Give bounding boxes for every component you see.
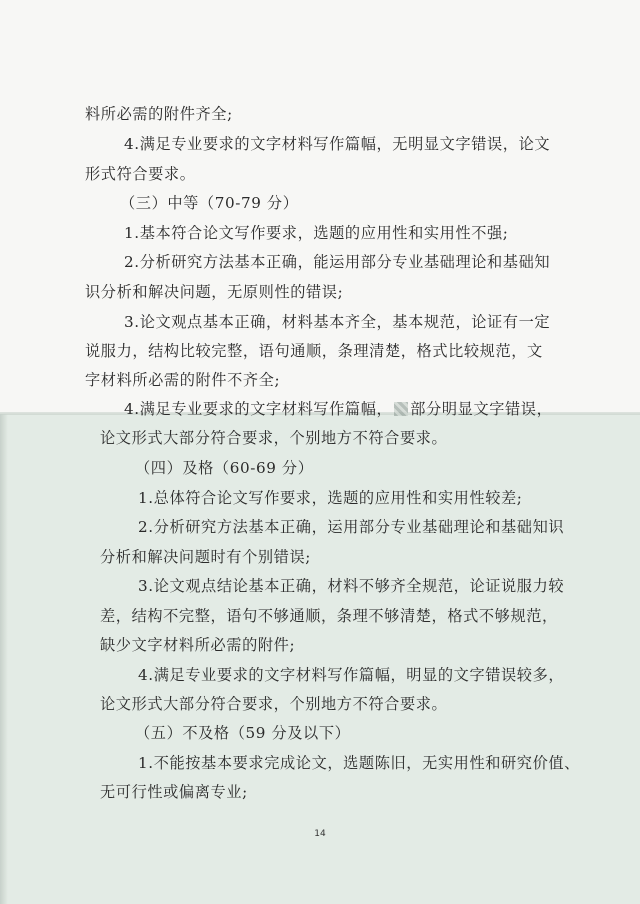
smudge-mark (394, 402, 408, 416)
text-line-part: 4.满足专业要求的文字材料写作篇幅， (124, 400, 393, 418)
text-line: 论文形式大部分符合要求，个别地方不符合要求。 (100, 695, 448, 713)
scan-edge-shadow (0, 414, 8, 904)
section-heading: （四）及格（60-69 分） (135, 459, 314, 477)
text-line: 2.分析研究方法基本正确，能运用部分专业基础理论和基础知 (124, 253, 551, 271)
text-line: 无可行性或偏离专业; (100, 783, 248, 801)
text-line: 字材料所必需的附件不齐全; (85, 371, 281, 389)
page-number: 14 (314, 829, 326, 839)
text-line: 形式符合要求。 (85, 165, 196, 183)
text-line: 3.论文观点结论基本正确，材料不够齐全规范，论证说服力较 (138, 577, 565, 595)
text-line: 1.不能按基本要求完成论文，选题陈旧，无实用性和研究价值、 (138, 754, 580, 772)
text-line: 识分析和解决问题，无原则性的错误; (85, 283, 344, 301)
section-heading: （五）不及格（59 分及以下） (135, 724, 351, 742)
text-line: 分析和解决问题时有个别错误; (100, 548, 311, 566)
text-line: 3.论文观点基本正确，材料基本齐全，基本规范，论证有一定 (124, 313, 551, 331)
text-line: 4.满足专业要求的文字材料写作篇幅，无明显文字错误，论文 (124, 135, 551, 153)
text-line: 差，结构不完整，语句不够通顺，条理不够清楚，格式不够规范， (100, 607, 558, 625)
text-line: 说服力，结构比较完整，语句通顺，条理清楚，格式比较规范，文 (85, 342, 543, 360)
text-line: 2.分析研究方法基本正确，运用部分专业基础理论和基础知识 (138, 518, 565, 536)
text-line: 1.基本符合论文写作要求，选题的应用性和实用性不强; (124, 224, 509, 242)
text-line: 料所必需的附件齐全; (85, 105, 233, 123)
text-line: 4.满足专业要求的文字材料写作篇幅，明显的文字错误较多， (138, 666, 565, 684)
text-line: 论文形式大部分符合要求，个别地方不符合要求。 (100, 429, 448, 447)
text-line: 1.总体符合论文写作要求，选题的应用性和实用性较差; (138, 489, 523, 507)
text-line-part: 部分明显文字错误， (410, 400, 553, 418)
text-line: 缺少文字材料所必需的附件; (100, 636, 296, 654)
section-heading: （三）中等（70-79 分） (120, 194, 299, 212)
text-line (124, 399, 552, 419)
